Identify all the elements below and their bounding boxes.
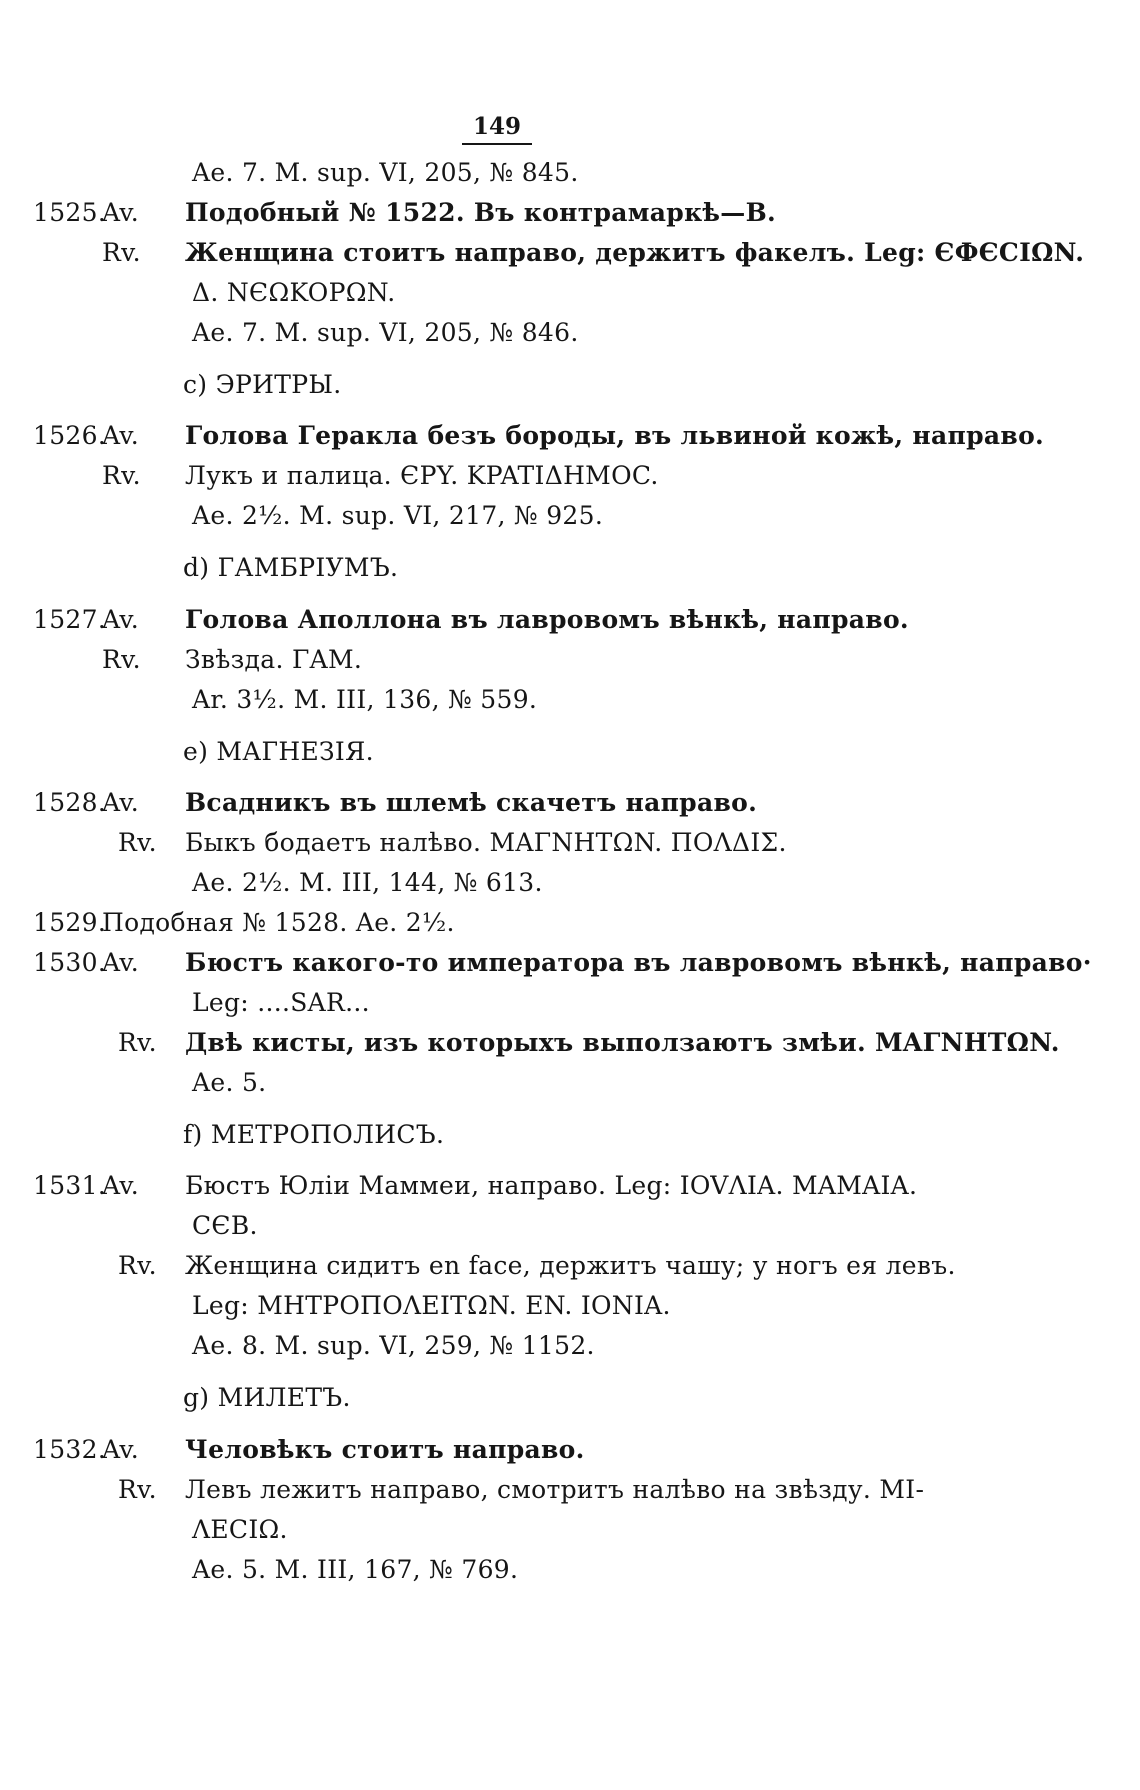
entry-line: Δ. NЄΩKOPΩN. [192,278,396,307]
entry-line: Ae. 2½. M. sup. VI, 217, № 925. [192,501,604,530]
entry-line: Подобный № 1522. Въ контрамаркѣ—В. [185,198,777,227]
entry-number: 1530. [33,948,107,977]
entry-side-label: Av. [102,1435,140,1464]
entry-line: Leg: ....SAR... [192,988,370,1017]
section-heading: f) МЕТРОПОЛИСЪ. [183,1120,445,1149]
entry-line: Подобная № 1528. Ae. 2½. [102,908,455,937]
entry-line: Бюстъ какого-то императора въ лавровомъ вѣнкѣ, направо· [185,948,1092,977]
entry-line: Ae. 5. [192,1068,267,1097]
entry-side-label: Rv. [102,238,141,267]
entry-number: 1528. [33,788,107,817]
entry-line: Двѣ кисты, изъ которыхъ выползаютъ змѣи. MAΓNHTΩN. [185,1028,1060,1057]
entry-side-label: Av. [102,421,140,450]
entry-line: Ae. 8. M. sup. VI, 259, № 1152. [192,1331,595,1360]
entry-line: Бюстъ Юліи Маммеи, направо. Leg: IOVΛIA. MAMAIA. [185,1171,918,1200]
entry-side-label: Rv. [118,828,157,857]
entry-line: ΛECIΩ. [192,1515,288,1544]
entry-line: Всадникъ въ шлемѣ скачетъ направо. [185,788,758,817]
entry-side-label: Av. [102,1171,140,1200]
entry-line: Ae. 5. M. III, 167, № 769. [192,1555,519,1584]
entry-line: Ae. 2½. M. III, 144, № 613. [192,868,543,897]
section-heading: e) МАГНЕЗІЯ. [183,737,374,766]
section-heading: g) МИЛЕТЪ. [183,1383,351,1412]
page-number: 149 [462,113,532,145]
entry-line: CЄB. [192,1211,258,1240]
entry-number: 1532. [33,1435,107,1464]
entry-side-label: Av. [102,605,140,634]
entry-line: Лукъ и палица. ЄPY. KPATIΔHMOC. [185,461,659,490]
entry-line: Звѣзда. ΓAM. [185,645,363,674]
section-heading: c) ЭРИТРЫ. [183,370,342,399]
entry-line: Левъ лежитъ направо, смотритъ налѣво на звѣзду. MI- [185,1475,925,1504]
entry-side-label: Rv. [118,1028,157,1057]
entry-side-label: Rv. [118,1475,157,1504]
entry-side-label: Av. [102,788,140,817]
entry-side-label: Rv. [118,1251,157,1280]
entry-number: 1526. [33,421,107,450]
entry-line: Женщина сидитъ en face, держитъ чашу; у ногъ ея левъ. [185,1251,956,1280]
entry-side-label: Rv. [102,645,141,674]
entry-line: Ae. 7. M. sup. VI, 205, № 846. [192,318,579,347]
entry-line: Голова Аполлона въ лавровомъ вѣнкѣ, направо. [185,605,909,634]
entry-number: 1527. [33,605,107,634]
entry-side-label: Rv. [102,461,141,490]
entry-line: Человѣкъ стоитъ направо. [185,1435,585,1464]
entry-line: Голова Геракла безъ бороды, въ львиной кожѣ, направо. [185,421,1045,450]
entry-line: Женщина стоитъ направо, держитъ факелъ. Leg: ЄФЄCIΩN. [185,238,1085,267]
entry-number: 1525. [33,198,107,227]
entry-line: Ar. 3½. M. III, 136, № 559. [192,685,538,714]
entry-line: Leg: MHTPOΠOΛEITΩN. EN. IONIA. [192,1291,671,1320]
entry-number: 1531. [33,1171,107,1200]
entry-side-label: Av. [102,198,140,227]
entry-number: 1529. [33,908,107,937]
entry-line: Ae. 7. M. sup. VI, 205, № 845. [192,158,579,187]
entry-side-label: Av. [102,948,140,977]
entry-line: Быкъ бодаетъ налѣво. MAΓNHTΩN. ΠOΛΔIΣ. [185,828,787,857]
section-heading: d) ГАМБРІУМЪ. [183,553,399,582]
